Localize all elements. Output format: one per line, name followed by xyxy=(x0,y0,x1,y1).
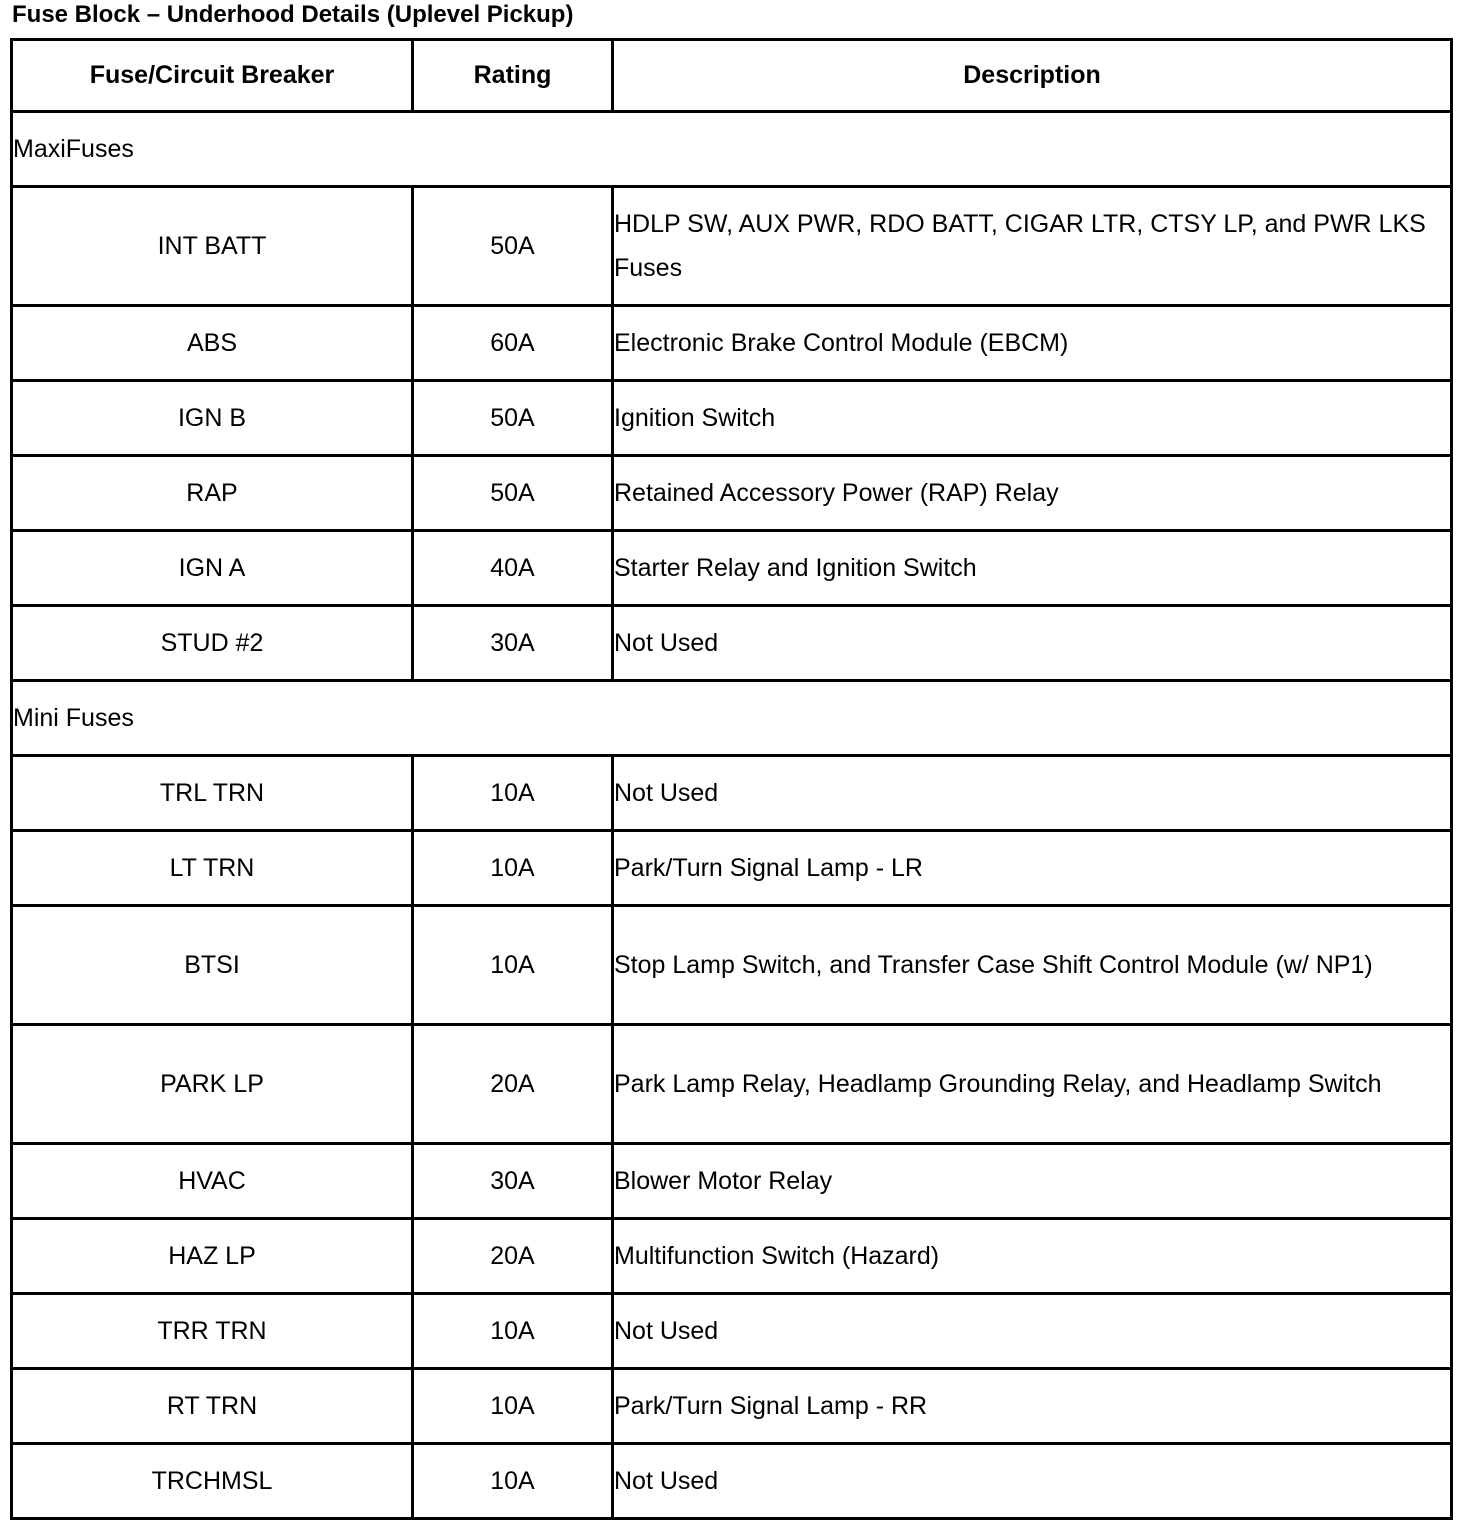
rating-cell: 20A xyxy=(413,1025,613,1144)
rating-cell: 10A xyxy=(413,1369,613,1444)
header-fuse: Fuse/Circuit Breaker xyxy=(12,40,413,112)
rating-cell: 50A xyxy=(413,381,613,456)
header-rating: Rating xyxy=(413,40,613,112)
fuse-cell: ABS xyxy=(12,306,413,381)
fuse-cell: HAZ LP xyxy=(12,1219,413,1294)
rating-cell: 20A xyxy=(413,1219,613,1294)
rating-cell: 10A xyxy=(413,906,613,1025)
table-row xyxy=(12,831,1452,906)
description-cell: Starter Relay and Ignition Switch xyxy=(613,531,1452,606)
description-cell: Park Lamp Relay, Headlamp Grounding Relay, and Headlamp Switch xyxy=(613,1025,1452,1144)
fuse-cell: IGN B xyxy=(12,381,413,456)
rating-cell: 50A xyxy=(413,456,613,531)
fuse-cell: TRL TRN xyxy=(12,756,413,831)
description-cell: Retained Accessory Power (RAP) Relay xyxy=(613,456,1452,531)
document-title: Fuse Block – Underhood Details (Uplevel Pickup) xyxy=(12,1,574,28)
rating-cell: 50A xyxy=(413,187,613,306)
rating-cell: 30A xyxy=(413,606,613,681)
fuse-cell: TRR TRN xyxy=(12,1294,413,1369)
table-row xyxy=(12,187,1452,306)
table-row xyxy=(12,456,1452,531)
description-cell: Park/Turn Signal Lamp - LR xyxy=(613,831,1452,906)
table-row xyxy=(12,906,1452,1025)
table-row xyxy=(12,1444,1452,1519)
rating-cell: 10A xyxy=(413,831,613,906)
fuse-cell: LT TRN xyxy=(12,831,413,906)
section-label: MaxiFuses xyxy=(12,112,1452,187)
fuse-cell: STUD #2 xyxy=(12,606,413,681)
fuse-cell: PARK LP xyxy=(12,1025,413,1144)
table-row xyxy=(12,1369,1452,1444)
rating-cell: 10A xyxy=(413,1444,613,1519)
description-cell: Not Used xyxy=(613,756,1452,831)
table-row xyxy=(12,531,1452,606)
description-cell: HDLP SW, AUX PWR, RDO BATT, CIGAR LTR, CTSY LP, and PWR LKS Fuses xyxy=(613,187,1452,306)
table-row xyxy=(12,606,1452,681)
fuse-cell: RAP xyxy=(12,456,413,531)
table-row xyxy=(12,1144,1452,1219)
rating-cell: 40A xyxy=(413,531,613,606)
fuse-table xyxy=(10,38,1453,1520)
description-cell: Not Used xyxy=(613,1294,1452,1369)
rating-cell: 10A xyxy=(413,1294,613,1369)
section-row xyxy=(12,112,1452,187)
fuse-cell: INT BATT xyxy=(12,187,413,306)
description-cell: Not Used xyxy=(613,606,1452,681)
fuse-cell: HVAC xyxy=(12,1144,413,1219)
fuse-cell: IGN A xyxy=(12,531,413,606)
rating-cell: 60A xyxy=(413,306,613,381)
section-label: Mini Fuses xyxy=(12,681,1452,756)
description-cell: Stop Lamp Switch, and Transfer Case Shift Control Module (w/ NP1) xyxy=(613,906,1452,1025)
rating-cell: 10A xyxy=(413,756,613,831)
table-row xyxy=(12,1294,1452,1369)
table-row xyxy=(12,756,1452,831)
table-row xyxy=(12,1219,1452,1294)
description-cell: Not Used xyxy=(613,1444,1452,1519)
description-cell: Electronic Brake Control Module (EBCM) xyxy=(613,306,1452,381)
description-cell: Park/Turn Signal Lamp - RR xyxy=(613,1369,1452,1444)
table-row xyxy=(12,306,1452,381)
rating-cell: 30A xyxy=(413,1144,613,1219)
fuse-cell: RT TRN xyxy=(12,1369,413,1444)
fuse-cell: BTSI xyxy=(12,906,413,1025)
table-row xyxy=(12,381,1452,456)
section-row xyxy=(12,681,1452,756)
description-cell: Multifunction Switch (Hazard) xyxy=(613,1219,1452,1294)
description-cell: Ignition Switch xyxy=(613,381,1452,456)
fuse-cell: TRCHMSL xyxy=(12,1444,413,1519)
description-cell: Blower Motor Relay xyxy=(613,1144,1452,1219)
table-row xyxy=(12,1025,1452,1144)
table-header-row xyxy=(12,40,1452,112)
header-description: Description xyxy=(613,40,1452,112)
